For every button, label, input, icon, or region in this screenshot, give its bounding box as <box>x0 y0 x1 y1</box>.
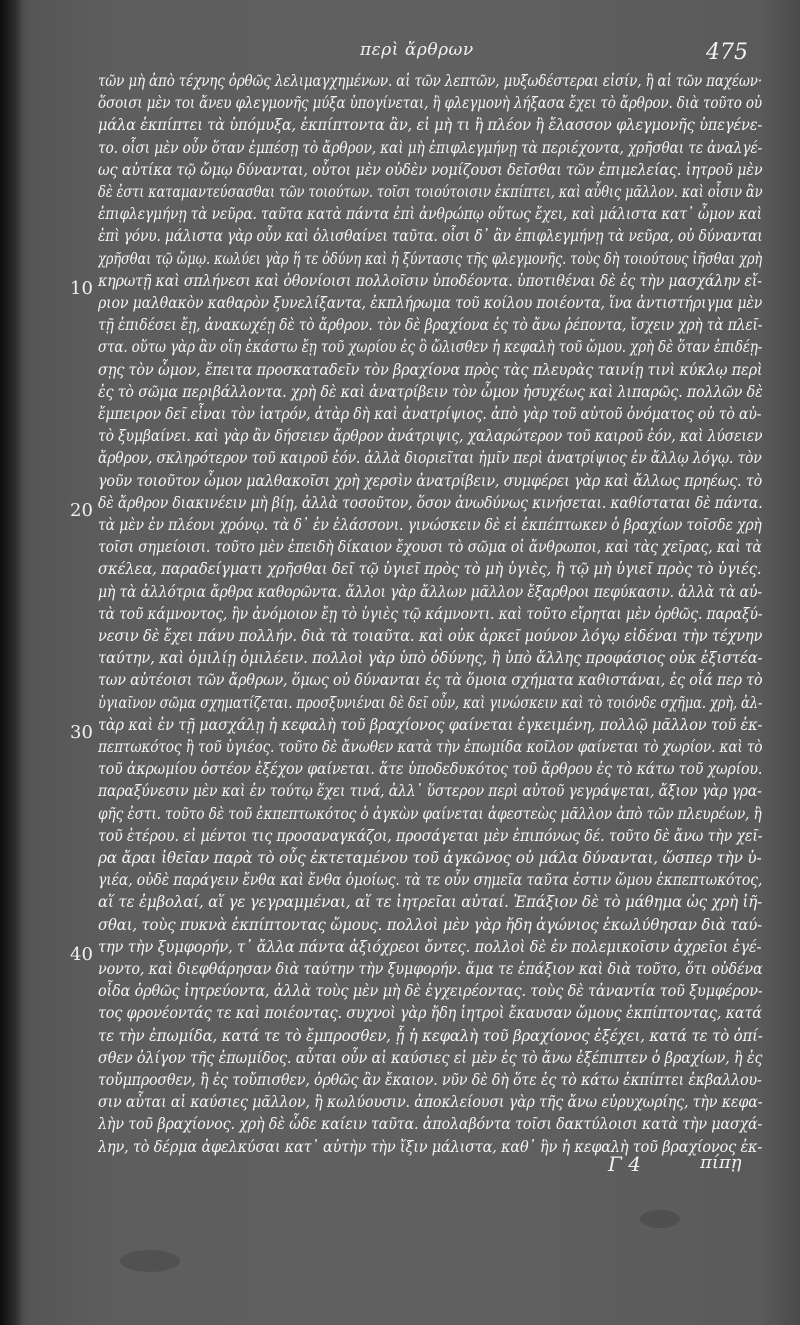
text-line: οἶδα ὀρθῶς ἰητρεύοντα, ἀλλὰ τοὺς μὲν μὴ δὲ ἐγχειρέοντας. τοὺς δὲ τἀναντία τοῦ ξυμφέρον- <box>98 981 763 1001</box>
text-line: τὰ τοῦ κάμνοντος, ἢν ἀνόμοιον ἔῃ τὸ ὑγιὲς τῷ κάμνοντι. καὶ τοῦτο εἴρηται μὲν ὀρθῶς. παραξύ- <box>98 603 763 623</box>
text-line: ταύτην, καὶ ὁμιλίῃ ὁμιλέειν. πολλοὶ γὰρ ὑπὸ ὀδύνης, ἢ ὑπὸ ἄλλης προφάσιος οὐκ ἐξιστέα- <box>98 648 763 668</box>
text-line: δὲ ἐστι καταμαντεύσασθαι τῶν τοιούτων. τοῖσι τοιούτοισιν ἐκπίπτει, καὶ αὖθις μᾶλλον. καὶ οἷσιν ἂν <box>98 182 763 201</box>
text-line: σιν αὗται αἱ καύσιες μᾶλλον, ἢ κωλύουσιν. ἀποκλείουσι γὰρ τῆς ἄνω εὐρυχωρίης, τὴν κεφα- <box>98 1092 763 1112</box>
text-line: λην, τὸ δέρμα ἀφελκύσαι κατ᾽ αὐτὴν τὴν ἴξιν μάλιστα, καθ᾽ ἣν ἡ κεφαλὴ τοῦ βραχίονος ἐκ- <box>98 1136 763 1156</box>
text-line: χρῆσθαι τῷ ὤμῳ. κωλύει γὰρ ἥ τε ὀδύνη καὶ ἡ ξύντασις τῆς φλεγμονῆς. τοὺς δὴ τοιούτους ἰῆσθαι χρὴ <box>98 248 763 268</box>
text-line: ἔμπειρον δεῖ εἶναι τὸν ἰατρόν, ἀτὰρ δὴ καὶ ἀνατρίψιος. ἀπὸ γὰρ τοῦ αὐτοῦ ὀνόματος οὐ τὸ αὐ- <box>98 404 762 423</box>
text-line: την τὴν ξυμφορήν, τ᾽ ἄλλα πάντα ἀξιόχρεοι ὄντες. πολλοὶ δὲ ἐν πολεμικοῖσιν ἀχρεῖοι ἐγέ- <box>98 936 762 956</box>
text-line: τῇ ἐπιδέσει ἔῃ, ἀνακωχέῃ δὲ τὸ ἄρθρον. τὸν δὲ βραχίονα ἐς τὸ ἄνω ῥέποντα, ἴσχειν χρὴ τὰ πλεῖ- <box>98 315 763 335</box>
text-line: αἵ τε ἐμβολαί, αἵ γε γεγραμμέναι, αἵ τε ἰητρεῖαι αὐταί. Ἐπάξιον δὲ τὸ μάθημα ὡς χρὴ ἰῆ- <box>98 892 763 912</box>
signature-mark: Γ 4 <box>608 1152 641 1176</box>
paper-stain <box>120 1250 180 1272</box>
text-line: νεσιν δὲ ἔχει πάνυ πολλήν. διὰ τὰ τοιαῦτα. καὶ οὐκ ἀρκεῖ μούνον λόγῳ εἰδέναι τὴν τέχνην <box>98 626 763 645</box>
text-line: των αὐτέοισι τῶν ἄρθρων, ὅμως οὐ δύνανται ἐς τὰ ὅμοια σχήματα καθιστάναι, ἐς οἷά περ τὸ <box>98 670 763 690</box>
text-line: μάλα ἐκπίπτει τὰ ὑπόμυξα, ἐκπίπτοντα ἂν, εἰ μὴ τι ἢ πλέον ἢ ἔλασσον φλεγμονῆς ὑπεγένε- <box>98 115 762 135</box>
line-number-20: 20 <box>70 500 93 521</box>
text-line: το. οἷσι μὲν οὖν ὅταν ἐμπέσῃ τὸ ἄρθρον, καὶ μὴ ἐπιφλεγμήνῃ τὰ περιέχοντα, χρῆσθαι τε ἀναλγέ- <box>98 137 762 157</box>
paper-stain <box>640 1210 680 1228</box>
text-line: στα. οὕτω γὰρ ἂν οἵη ἑκάστω ἔῃ τοῦ χωρίου ἐς ὃ ὤλισθεν ἡ κεφαλὴ τοῦ ὤμου. χρὴ δὲ ὅταν ἐπιδέῃ- <box>98 337 763 357</box>
text-line: ἐπιφλεγμήνῃ τὰ νεῦρα. ταῦτα κατὰ πάντα ἐπὶ ἀνθρώπῳ οὕτως ἔχει, καὶ μάλιστα κατ᾽ ὦμον καὶ <box>98 204 762 224</box>
text-line: σθαι, τοὺς πυκνὰ ἐκπίπτοντας ὤμους. πολλοὶ μὲν γὰρ ἤδη ἀγώνιος ἐκωλύθησαν διὰ ταύ- <box>98 914 762 934</box>
line-number-30: 30 <box>70 722 93 743</box>
text-line: λὴν τοῦ βραχίονος. χρὴ δὲ ὧδε καίειν ταῦτα. ἀπολαβόντα τοῖσι δακτύλοισι κατὰ τὴν μασχά- <box>98 1114 762 1134</box>
text-line: ἐς τὸ σῶμα περιβάλλοντα. χρὴ δὲ καὶ ἀνατρίβειν τὸν ὦμον ἡσυχέως καὶ λιπαρῶς. πολλῶν δὲ <box>98 381 763 401</box>
text-line: ἄρθρον, σκληρότερον τοῦ καιροῦ ἐόν. ἀλλὰ διοριεῖται ἡμῖν περὶ ἀνατρίψιος ἐν ἄλλῳ λόγῳ. τὸν <box>98 448 762 468</box>
text-line: σῃς τὸν ὦμον, ἔπειτα προσκαταδεῖν τὸν βραχίονα πρὸς τὰς πλευρὰς ταινίῃ τινὶ κύκλῳ περὶ <box>98 359 763 379</box>
text-line: τῶν μὴ ἀπὸ τέχνης ὀρθῶς λελιμαγχημένων. αἱ τῶν λεπτῶν, μυξωδέστεραι εἰσίν, ἢ αἱ τῶν παχέων· <box>98 71 762 90</box>
text-line: παραξύνεσιν μὲν καὶ ἐν τούτῳ ἔχει τινά, ἀλλ᾽ ὕστερον περὶ αὐτοῦ γεγράψεται, ἄξιον γὰρ γρα- <box>98 781 762 801</box>
text-line: τοῖσι σημείοισι. τοῦτο μὲν ἐπειδὴ δίκαιον ἔχουσι τὸ σῶμα οἱ ἄνθρωποι, καὶ τὰς χεῖρας, καὶ τὰ <box>98 537 762 557</box>
text-line: δὲ ἄρθρον διακινέειν μὴ βίῃ, ἀλλὰ τοσοῦτον, ὅσον ἀνωδύνως κινήσεται. καθίσταται δὲ πάντα. <box>98 492 763 512</box>
catchword: πίπῃ <box>700 1152 742 1173</box>
text-line: ως αὐτίκα τῷ ὤμῳ δύνανται, οὗτοι μὲν οὐδὲν νομίζουσι δεῖσθαι τῶν ἐπιμελείας. ἰητροῦ μὲν <box>98 159 763 179</box>
text-line: φῆς ἐστι. τοῦτο δὲ τοῦ ἐκπεπτωκότος ὁ ἀγκὼν φαίνεται ἀφεστεὼς μᾶλλον ἀπὸ τῶν πλευρέων, ἢ <box>98 803 762 823</box>
text-line: τε τὴν ἐπωμίδα, κατά τε τὸ ἔμπροσθεν, ᾗ ἡ κεφαλὴ τοῦ βραχίονος ἐξέχει, κατά τε τὸ ὀπί- <box>98 1025 763 1045</box>
text-line: πεπτωκότος ἢ τοῦ ὑγιέος. τοῦτο δὲ ἄνωθεν κατὰ τὴν ἐπωμίδα κοῖλον φαίνεται τὸ χωρίον. καὶ τὸ <box>98 737 763 756</box>
text-line: τοῦ ἀκρωμίου ὀστέον ἐξέχον φαίνεται. ἅτε ὑποδεδυκότος τοῦ ἄρθρου ἐς τὸ κάτω τοῦ χωρίου. <box>98 759 763 779</box>
text-line: ὑγιαῖνον σῶμα σχηματίζεται. προσξυνιέναι δὲ δεῖ οὖν, καὶ γινώσκειν καὶ τὸ τοιόνδε σχῆμα. χρὴ, ἀλ- <box>98 692 763 712</box>
text-line: σθεν ὀλίγον τῆς ἐπωμίδος. αὗται οὖν αἱ καύσιες εἰ μὲν ἐς τὸ ἄνω ἐξέπιπτεν ὁ βραχίων, ἢ ἐς <box>98 1047 763 1067</box>
text-line: τοῦ ἑτέρου. εἰ μέντοι τις προσαναγκάζοι, προσάγεται μὲν ἐπιπόνως δέ. τοῦτο δὲ ἄνω τὴν χεῖ- <box>98 825 763 845</box>
text-line: ὅσοισι μὲν τοι ἄνευ φλεγμονῆς μύξα ὑπογίνεται, ἢ φλεγμονὴ λήξασα ἔχει τὸ ἄρθρον. διὰ τοῦτο οὐ <box>98 93 762 113</box>
text-line: τοὔμπροσθεν, ἢ ἐς τοὔπισθεν, ὀρθῶς ἂν ἔκαιον. νῦν δὲ δὴ ὅτε ἐς τὸ κάτω ἐκπίπτει ἐκβαλλου- <box>98 1070 762 1089</box>
binding-gutter <box>0 0 22 1325</box>
text-line: νοντο, καὶ διεφθάρησαν διὰ ταύτην τὴν ξυμφορήν. ἅμα τε ἐπάξιον καὶ διὰ τοῦτο, ὅτι οὐδένα <box>98 959 763 978</box>
text-line: μὴ τὰ ἀλλότρια ἄρθρα καθορῶντα. ἄλλοι γὰρ ἄλλων μᾶλλον ἔξαρθροι πεφύκασιν. ἀλλὰ τὰ αὐ- <box>98 581 762 601</box>
text-line: σκέλεα, παραδείγματι χρῆσθαι δεῖ τῷ ὑγιεῖ πρὸς τὸ μὴ ὑγιὲς, ἢ τῷ μὴ ὑγιεῖ πρὸς τὸ ὑγιές. <box>98 559 762 579</box>
text-line: τος φρονέοντάς τε καὶ ποιέοντας. συχνοὶ γὰρ ἤδη ἰητροὶ ἔκαυσαν ὤμους ἐκπίπτοντας, κατά <box>98 1003 762 1023</box>
line-number-10: 10 <box>70 278 93 299</box>
text-line: τὰρ καὶ ἐν τῇ μασχάλῃ ἡ κεφαλὴ τοῦ βραχίονος φαίνεται ἐγκειμένη, πολλῷ μᾶλλον τοῦ ἐκ- <box>98 714 762 734</box>
text-line: τὰ μὲν ἐν πλέονι χρόνῳ. τὰ δ᾽ ἐν ἐλάσσονι. γινώσκειν δὲ εἰ ἐκπέπτωκεν ὁ βραχίων τοῖσδε χρὴ <box>98 515 762 534</box>
text-line: γοῦν τοιοῦτον ὦμον μαλθακοῖσι χρὴ χερσὶν ἀνατρίβειν, συμφέρει γὰρ καὶ ἄλλως πρηέως. τὸ <box>98 470 762 490</box>
text-line: ριον μαλθακὸν καθαρὸν ξυνελίξαντα, ἐκπλήρωμα τοῦ κοίλου ποιέοντα, ἵνα ἀντιστήριγμα μὲν <box>98 293 762 312</box>
text-line: κηρωτῇ καὶ σπλήνεσι καὶ ὀθονίοισι πολλοῖσιν ὑποδέοντα. ὑποτιθέναι δὲ ἐς τὴν μασχάλην εἴ- <box>98 270 762 290</box>
page-number: 475 <box>706 40 748 65</box>
running-head: περὶ ἄρθρων <box>360 40 474 60</box>
text-line: γιέα, οὐδὲ παράγειν ἔνθα καὶ ἔνθα ὁμοίως. τὰ τε οὖν σημεῖα ταῦτα ἐστιν ὤμου ἐκπεπτωκότος, <box>98 870 762 890</box>
line-number-40: 40 <box>70 944 93 965</box>
text-line: ρα ἄραι ἰθεῖαν παρὰ τὸ οὖς ἐκτεταμένου τοῦ ἀγκῶνος οὐ μάλα δύνανται, ὥσπερ τὴν ὑ- <box>98 848 762 867</box>
text-line: ἐπὶ γόνυ. μάλιστα γὰρ οὖν καὶ ὀλισθαίνει ταῦτα. οἷσι δ᾽ ἂν ἐπιφλεγμήνῃ τὰ νεῦρα, οὐ δύνανται <box>98 226 763 246</box>
text-line: τὸ ξυμβαίνει. καὶ γὰρ ἂν δήσειεν ἄρθρον ἀνάτριψις, χαλαρώτερον τοῦ καιροῦ ἐόν, καὶ λύσειεν <box>98 426 763 446</box>
